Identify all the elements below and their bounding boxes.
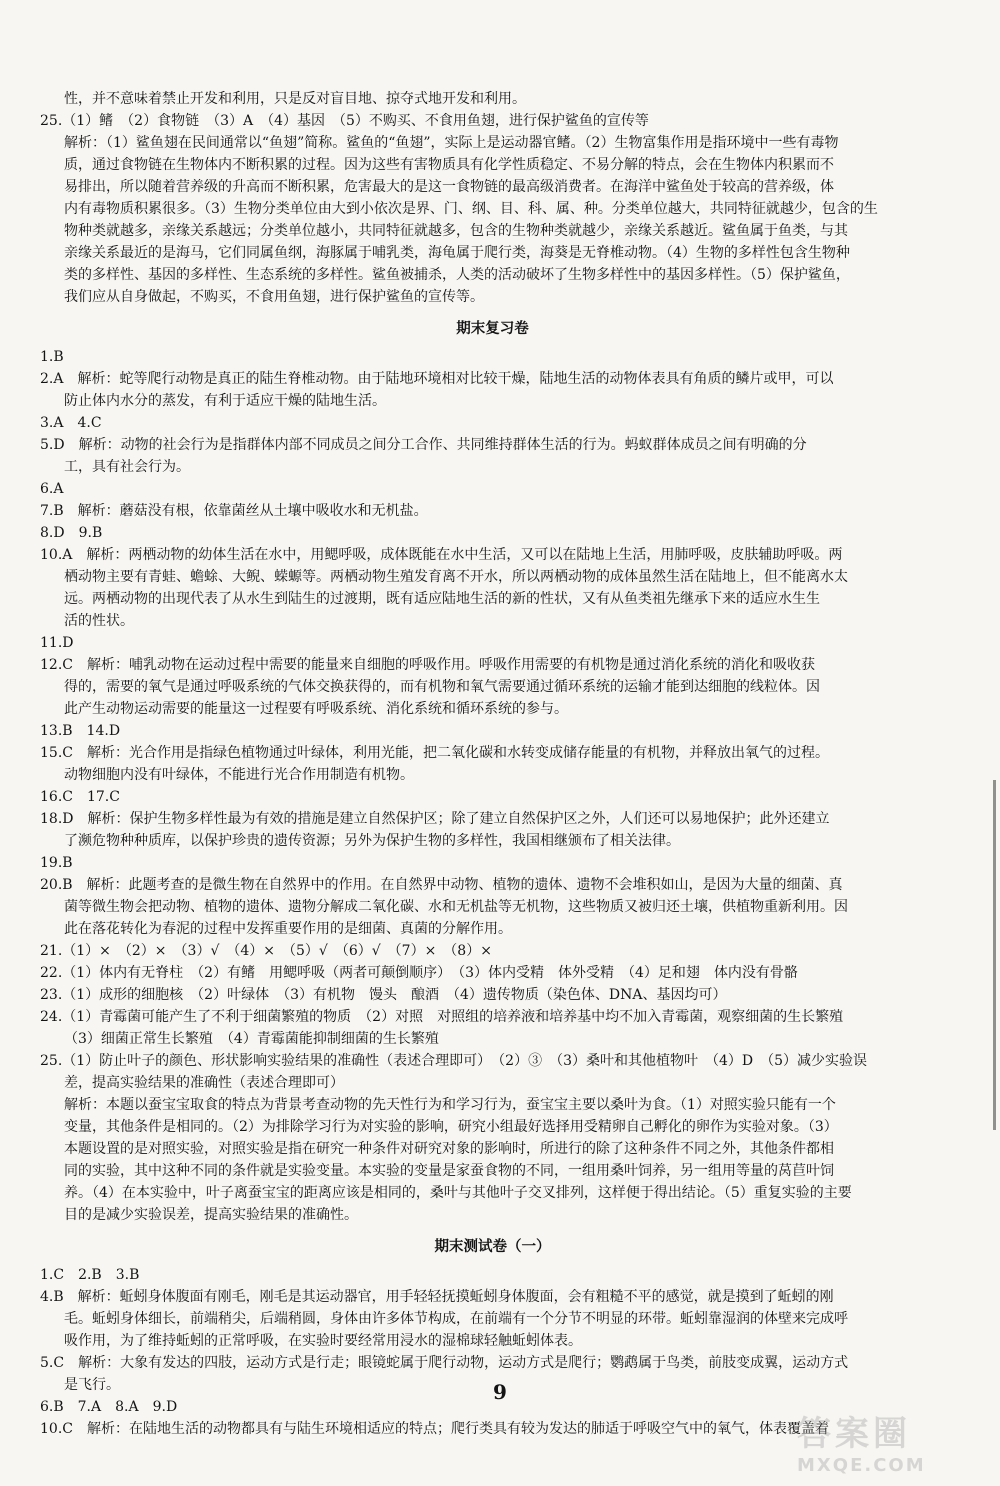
answer-line: 2.A 解析：蛇等爬行动物是真正的陆生脊椎动物。由于陆地环境相对比较干燥，陆地生活的动物体表具有角质的鳞片或甲，可以 [40, 371, 834, 387]
answer-line: 4.B 解析：蚯蚓身体腹面有刚毛，刚毛是其运动器官，用手轻轻抚摸蚯蚓身体腹面，会有粗糙不平的感觉，就是摸到了蚯蚓的刚 [40, 1289, 834, 1305]
answer-line: 性，并不意味着禁止开发和利用，只是反对盲目地、掠夺式地开发和利用。 [64, 91, 526, 107]
answer-line: 目的是减少实验误差，提高实验结果的准确性。 [64, 1207, 358, 1223]
watermark-logo [797, 1406, 982, 1478]
answer-line: 防止体内水分的蒸发，有利于适应干燥的陆地生活。 [64, 393, 386, 409]
answer-line: 1.B [40, 349, 64, 365]
answer-line: 25.（1）鳍 （2）食物链 （3）A （4）基因 （5）不购买、不食用鱼翅，进行保护鲨鱼的宣传等 [40, 113, 649, 129]
page-content [40, 88, 945, 1440]
answer-line: 解析：（1）鲨鱼翅在民间通常以“鱼翅”简称。鲨鱼的“鱼翅”，实际上是运动器官鳍。（2）生物富集作用是指环境中一些有毒物 [64, 135, 839, 151]
answer-line: 质，通过食物链在生物体内不断积累的过程。因为这些有害物质具有化学性质稳定、不易分解的特点，会在生物体内积累而不 [64, 157, 834, 173]
answer-line: 物种类就越多，亲缘关系越远；分类单位越小，共同特征就越多，包含的生物种类就越少，亲缘关系越近。鲨鱼属于鱼类，与其 [64, 223, 848, 239]
answer-line: 类的多样性、基因的多样性、生态系统的多样性。鲨鱼被捕杀，人类的活动破坏了生物多样性中的基因多样性。（5）保护鲨鱼， [64, 267, 850, 283]
answer-line: 5.C 解析：大象有发达的四肢，运动方式是行走；眼镜蛇属于爬行动物，运动方式是爬行；鹦鹉属于鸟类，前肢变成翼，运动方式 [40, 1355, 849, 1371]
answer-line: 16.C 17.C [40, 789, 120, 805]
section-heading-test-one: 期末测试卷（一） [434, 1239, 551, 1255]
answer-line: 解析：本题以蚕宝宝取食的特点为背景考查动物的先天性行为和学习行为，蚕宝宝主要以桑叶为食。（1）对照实验只能有一个 [64, 1097, 836, 1113]
answer-line: 菌等微生物会把动物、植物的遗体、遗物分解成二氧化碳、水和无机盐等无机物，这些物质又被归还土壤，供植物重新利用。因 [64, 899, 848, 915]
answer-line: 养。（4）在本实验中，叶子离蚕宝宝的距离应该是相同的，桑叶与其他叶子交叉排列，这样便于得出结论。（5）重复实验的主要 [64, 1185, 852, 1201]
answer-line: 亲缘关系最近的是海马，它们同属鱼纲，海豚属于哺乳类，海龟属于爬行类，海葵是无脊椎动物。（4）生物的多样性包含生物种 [64, 245, 850, 261]
answer-line: 此产生动物运动需要的能量这一过程要有呼吸系统、消化系统和循环系统的参与。 [64, 701, 568, 717]
answer-line: 得的，需要的氧气是通过呼吸系统的气体交换获得的，而有机物和氧气需要通过循环系统的运输才能到达细胞的线粒体。因 [64, 679, 820, 695]
answer-line: 活的性状。 [64, 613, 134, 629]
answer-line: 23.（1）成形的细胞核 （2）叶绿体 （3）有机物 馒头 酿酒 （4）遗传物质（染色体、DNA、基因均可） [40, 987, 727, 1003]
answer-line: 动物细胞内没有叶绿体，不能进行光合作用制造有机物。 [64, 767, 414, 783]
answer-line: 20.B 解析：此题考查的是微生物在自然界中的作用。在自然界中动物、植物的遗体、遗物不会堆积如山，是因为大量的细菌、真 [40, 877, 843, 893]
answer-line: 12.C 解析：哺乳动物在运动过程中需要的能量来自细胞的呼吸作用。呼吸作用需要的有机物是通过消化系统的消化和吸收获 [40, 657, 815, 673]
section-heading-review: 期末复习卷 [456, 321, 529, 337]
watermark-logo-text: 答案圈 [797, 1414, 911, 1454]
answer-line: 此在落花转化为春泥的过程中发挥重要作用的是细菌、真菌的分解作用。 [64, 921, 512, 937]
answer-section-review [40, 346, 945, 1226]
answer-line: 22.（1）体内有无脊柱 （2）有鳍 用鳃呼吸（两者可颠倒顺序） （3）体内受精 体外受精 （4）足和翅 体内没有骨骼 [40, 965, 798, 981]
answer-line: 21.（1）× （2）× （3）√ （4）× （5）√ （6）√ （7）× （8）× [40, 943, 492, 959]
answer-line: 5.D 解析：动物的社会行为是指群体内部不同成员之间分工合作、共同维持群体生活的行为。蚂蚁群体成员之间有明确的分 [40, 437, 807, 453]
answer-line: 栖动物主要有青蛙、蟾蜍、大鲵、蝾螈等。两栖动物生殖发育离不开水，所以两栖动物的成体虽然生活在陆地上，但不能离水太 [64, 569, 848, 585]
answer-line: 10.A 解析：两栖动物的幼体生活在水中，用鳃呼吸，成体既能在水中生活，又可以在陆地上生活，用肺呼吸，皮肤辅助呼吸。两 [40, 547, 843, 563]
answer-line: 我们应从自身做起，不购买，不食用鱼翅，进行保护鲨鱼的宣传等。 [64, 289, 484, 305]
answer-line: 是飞行。 [64, 1377, 120, 1393]
answer-line: 吸作用，为了维持蚯蚓的正常呼吸，在实验时要经常用浸水的湿棉球轻触蚯蚓体表。 [64, 1333, 582, 1349]
watermark-site-text: MXQE.COM [797, 1455, 926, 1476]
answer-line: 24.（1）青霉菌可能产生了不利于细菌繁殖的物质 （2）对照 对照组的培养液和培养基中均不加入青霉菌，观察细菌的生长繁殖 [40, 1009, 844, 1025]
answer-line: 11.D [40, 635, 74, 651]
answer-line: 本题设置的是对照实验，对照实验是指在研究一种条件对研究对象的影响时，所进行的除了这种条件不同之外，其他条件都相 [64, 1141, 834, 1157]
answer-line: 差，提高实验结果的准确性（表述合理即可） [64, 1075, 344, 1091]
answer-line: 内有毒物质积累很多。（3）生物分类单位由大到小依次是界、门、纲、目、科、属、种。分类单位越大，共同特征就越少，包含的生 [64, 201, 878, 217]
answer-line: 了濒危物种种质库，以保护珍贵的遗传资源；另外为保护生物的多样性，我国相继颁布了相关法律。 [64, 833, 680, 849]
page-number: 9 [493, 1380, 507, 1404]
answer-line: 7.B 解析：蘑菇没有根，依靠菌丝从土壤中吸收水和无机盐。 [40, 503, 428, 519]
answer-section-continuation [40, 88, 945, 308]
answer-line: 15.C 解析：光合作用是指绿色植物通过叶绿体，利用光能，把二氧化碳和水转变成储存能量的有机物，并释放出氧气的过程。 [40, 745, 829, 761]
answer-line: 工，具有社会行为。 [64, 459, 190, 475]
answer-line: 8.D 9.B [40, 525, 103, 541]
answer-line: 6.A [40, 481, 64, 497]
answer-line: 13.B 14.D [40, 723, 121, 739]
answer-line: （3）细菌正常生长繁殖 （4）青霉菌能抑制细菌的生长繁殖 [64, 1031, 439, 1047]
scan-edge-shadow [993, 780, 996, 1130]
answer-line: 19.B [40, 855, 73, 871]
answer-line: 18.D 解析：保护生物多样性最为有效的措施是建立自然保护区；除了建立自然保护区之外，人们还可以易地保护；此外还建立 [40, 811, 830, 827]
answer-line: 25.（1）防止叶子的颜色、形状影响实验结果的准确性（表述合理即可） （2）③ （3）桑叶和其他植物叶 （4）D （5）减少实验误 [40, 1053, 868, 1069]
answer-line: 3.A 4.C [40, 415, 102, 431]
answer-line: 远。两栖动物的出现代表了从水生到陆生的过渡期，既有适应陆地生活的新的性状，又有从鱼类祖先继承下来的适应水生生 [64, 591, 820, 607]
answer-line: 同的实验，其中这种不同的条件就是实验变量。本实验的变量是家蚕食物的不同，一组用桑叶饲养，另一组用等量的莴苣叶饲 [64, 1163, 834, 1179]
answer-line: 6.B 7.A 8.A 9.D [40, 1399, 178, 1415]
answer-line: 10.C 解析：在陆地生活的动物都具有与陆生环境相适应的特点；爬行类具有较为发达的肺适于呼吸空气中的氧气，体表覆盖着 [40, 1421, 829, 1437]
answer-line: 1.C 2.B 3.B [40, 1267, 140, 1283]
answer-line: 变量，其他条件是相同的。（2）为排除学习行为对实验的影响，研究小组最好选择用受精卵自己孵化的卵作为实验对象。（3） [64, 1119, 838, 1135]
answer-line: 易排出，所以随着营养级的升高而不断积累，危害最大的是这一食物链的最高级消费者。在海洋中鲨鱼处于较高的营养级，体 [64, 179, 834, 195]
answer-line: 毛。蚯蚓身体细长，前端稍尖，后端稍圆，身体由许多体节构成，在前端有一个分节不明显的环带。蚯蚓靠湿润的体壁来完成呼 [64, 1311, 848, 1327]
